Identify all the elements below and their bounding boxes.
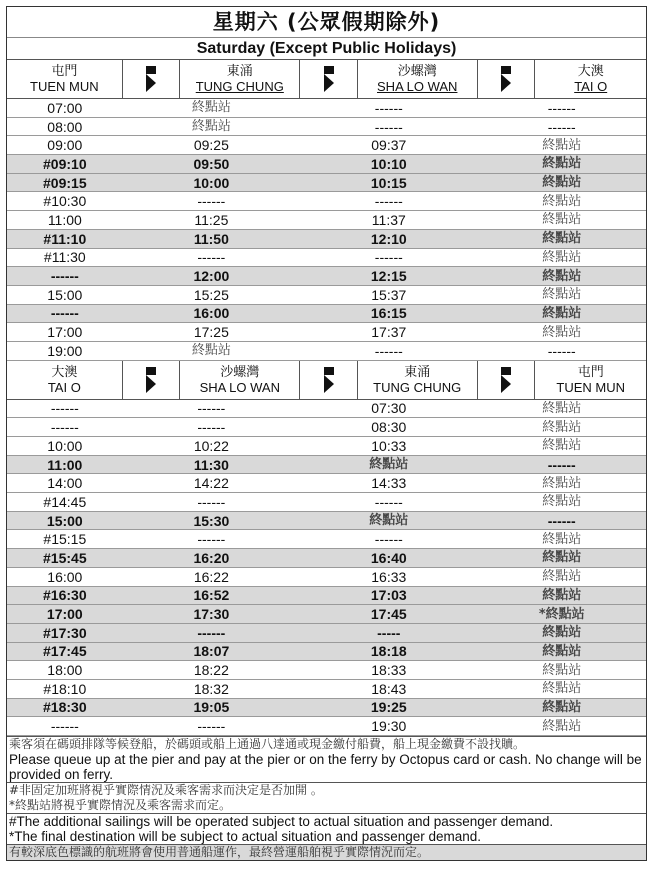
note-additional-en: #The additional sailings will be operated subject to actual situation and passenger demand.: [7, 813, 646, 829]
stop-name-zh: 大澳: [577, 64, 604, 79]
time-cell: 15:25: [193, 286, 229, 303]
table-row: [7, 643, 646, 662]
time-cell: 終點站: [542, 531, 582, 547]
time-cell: 終點站: [542, 643, 582, 659]
arrow-head: [324, 375, 334, 393]
table-row: [7, 342, 646, 361]
time-cell: #16:30: [43, 587, 87, 604]
time-cell: 19:00: [47, 342, 83, 359]
arrow-shaft: [324, 367, 334, 375]
stop-name-zh: 大澳: [51, 364, 78, 380]
time-cell: 09:50: [193, 155, 230, 172]
time-cell: 終點站: [542, 438, 582, 454]
table-row: [7, 323, 646, 342]
time-cell: 12:00: [193, 268, 230, 285]
title-english: Saturday (Except Public Holidays): [7, 38, 646, 60]
time-cell: 終點站: [542, 287, 582, 303]
stop-header: [180, 60, 300, 98]
table-row: [7, 400, 646, 419]
time-cell: 08:30: [371, 419, 407, 436]
stop-name-en: SHA LO WAN: [377, 79, 458, 94]
time-cell: #18:30: [43, 699, 87, 716]
stop-header: [180, 361, 300, 399]
time-cell: ------: [197, 624, 226, 641]
notes: [7, 736, 646, 860]
time-cell: 18:32: [193, 680, 229, 697]
timetable: [6, 6, 647, 861]
arrow-right-icon: [478, 361, 536, 399]
time-cell: 17:00: [46, 606, 83, 623]
time-cell: 終點站: [542, 681, 582, 697]
time-cell: 終點站: [542, 231, 582, 247]
arrow-head: [324, 74, 334, 92]
time-cell: ------: [197, 400, 226, 417]
time-cell: 17:45: [370, 606, 407, 623]
time-cell: 終點站: [542, 419, 582, 435]
time-cell: 18:22: [193, 662, 229, 679]
stop-header: [358, 361, 478, 399]
time-cell: 16:40: [370, 549, 407, 566]
time-cell: 終點站: [542, 587, 582, 603]
table-row: [7, 717, 646, 736]
time-cell: 15:00: [47, 286, 83, 303]
arrow-head: [501, 375, 511, 393]
arrow-head: [146, 375, 156, 393]
time-cell: 終點站: [542, 494, 582, 510]
time-cell: 10:10: [370, 155, 407, 172]
time-cell: #09:10: [43, 155, 87, 172]
time-cell: 16:33: [371, 568, 407, 585]
time-cell: 11:50: [193, 230, 229, 247]
arrow-shaft: [146, 66, 156, 74]
time-cell: ------: [197, 249, 226, 266]
table-row: [7, 192, 646, 211]
time-cell: 09:37: [371, 137, 407, 154]
time-cell: 終點站: [542, 475, 582, 491]
time-cell: 14:33: [371, 475, 407, 492]
time-cell: 終點站: [542, 324, 582, 340]
time-cell: 終點站: [542, 718, 582, 734]
time-cell: 17:30: [193, 606, 230, 623]
time-cell: 18:43: [371, 680, 407, 697]
arrow-right-icon: [123, 60, 181, 98]
time-cell: 16:20: [193, 549, 230, 566]
time-cell: 終點站: [191, 119, 231, 135]
time-cell: 11:25: [194, 211, 229, 228]
time-cell: ------: [374, 118, 403, 135]
table-row: [7, 211, 646, 230]
time-cell: ------: [197, 531, 226, 548]
route-header-outbound: [7, 60, 646, 99]
time-cell: 10:33: [371, 437, 407, 454]
table-row: [7, 474, 646, 493]
stop-header: [535, 361, 646, 399]
time-cell: 17:03: [370, 587, 407, 604]
note-queue-en: Please queue up at the pier and pay at the pier or on the ferry by Octopus card or cash. No change will be provided on ferry.: [9, 752, 642, 782]
time-cell: 16:00: [47, 568, 83, 585]
stop-name-en: TAI O: [574, 79, 608, 94]
route-header-inbound: [7, 361, 646, 400]
table-row: [7, 174, 646, 193]
time-cell: 11:30: [193, 456, 229, 473]
time-cell: 08:00: [47, 118, 83, 135]
time-cell: 18:18: [370, 643, 407, 660]
time-cell: ------: [50, 305, 79, 322]
time-cell: 17:37: [371, 324, 407, 341]
time-cell: 10:00: [193, 174, 230, 191]
time-cell: 16:22: [193, 568, 229, 585]
table-row: [7, 530, 646, 549]
timetable-outbound: [7, 99, 646, 361]
note-final-en: *The final destination will be subject to actual situation and passenger demand.: [9, 829, 482, 844]
time-cell: 終點站: [542, 156, 582, 172]
time-cell: 10:00: [47, 437, 83, 454]
time-cell: 19:30: [371, 718, 407, 735]
note-queue-zh: 乘客須在碼頭排隊等候登船，於碼頭或船上通過八達通或現金繳付船費，船上現金繳費不設找贖。: [9, 737, 526, 751]
table-row: [7, 99, 646, 118]
time-cell: 終點站: [542, 662, 582, 678]
table-row: [7, 118, 646, 137]
time-cell: #11:10: [43, 230, 87, 247]
arrow-right-icon: [300, 60, 358, 98]
stop-name-en: TUEN MUN: [30, 79, 99, 94]
time-cell: #15:15: [43, 531, 87, 548]
time-cell: 16:52: [193, 587, 230, 604]
arrow-shaft: [324, 66, 334, 74]
note-additional-zh: #非固定加班將視乎實際情況及乘客需求而決定是否加開 。: [7, 782, 646, 798]
time-cell: 終點站: [369, 457, 409, 473]
stop-name-zh: 屯門: [51, 64, 78, 79]
time-cell: 終點站: [542, 625, 582, 641]
arrow-shaft: [501, 367, 511, 375]
table-row: [7, 155, 646, 174]
time-cell: 14:22: [193, 475, 229, 492]
time-cell: ------: [374, 493, 403, 510]
time-cell: ------: [50, 268, 79, 285]
time-cell: 15:37: [371, 286, 407, 303]
stop-name-en: SHA LO WAN: [199, 379, 280, 395]
time-cell: ------: [374, 249, 403, 266]
table-row: [7, 587, 646, 606]
table-row: [7, 661, 646, 680]
title-chinese: 星期六 (公眾假期除外): [7, 7, 646, 38]
stop-name-zh: 沙螺灣: [220, 364, 260, 380]
time-cell: 17:00: [47, 324, 83, 341]
table-row: [7, 624, 646, 643]
time-cell: ------: [374, 193, 403, 210]
time-cell: 14:00: [47, 475, 83, 492]
table-row: [7, 568, 646, 587]
time-cell: 終點站: [542, 569, 582, 585]
stop-name-en: TUNG CHUNG: [373, 379, 462, 395]
time-cell: 12:10: [370, 230, 407, 247]
time-cell: ------: [547, 99, 576, 116]
time-cell: #10:30: [43, 193, 87, 210]
time-cell: 終點站: [191, 100, 231, 116]
time-cell: 15:00: [46, 512, 83, 529]
table-row: [7, 305, 646, 324]
time-cell: 18:07: [193, 643, 230, 660]
stop-header: [7, 361, 123, 399]
note-final-zh: *終點站將視乎實際情況及乘客需求而定。: [9, 798, 232, 812]
time-cell: 11:00: [47, 456, 83, 473]
stop-name-zh: 東涌: [226, 64, 253, 79]
table-row: [7, 680, 646, 699]
time-cell: 18:00: [47, 662, 83, 679]
time-cell: ------: [374, 342, 403, 359]
time-cell: 終點站: [542, 137, 582, 153]
stop-name-zh: 沙螺灣: [397, 64, 437, 79]
table-row: [7, 605, 646, 624]
time-cell: ------: [547, 456, 576, 473]
stop-name-zh: 東涌: [404, 364, 431, 380]
time-cell: 終點站: [542, 175, 582, 191]
time-cell: ------: [50, 718, 79, 735]
table-row: [7, 549, 646, 568]
time-cell: 09:25: [193, 137, 229, 154]
arrow-head: [146, 74, 156, 92]
time-cell: #18:10: [43, 680, 87, 697]
time-cell: 終點站: [369, 513, 409, 529]
stop-name-en: TUEN MUN: [556, 379, 625, 395]
table-row: [7, 437, 646, 456]
time-cell: 終點站: [542, 249, 582, 265]
table-row: [7, 456, 646, 475]
time-cell: 終點站: [542, 305, 582, 321]
time-cell: ------: [374, 99, 403, 116]
table-row: [7, 286, 646, 305]
timetable-inbound: [7, 400, 646, 736]
time-cell: *終點站: [538, 606, 585, 622]
table-row: [7, 230, 646, 249]
time-cell: 10:15: [370, 174, 407, 191]
arrow-shaft: [501, 66, 511, 74]
time-cell: ------: [374, 531, 403, 548]
time-cell: 19:05: [193, 699, 230, 716]
time-cell: #09:15: [43, 174, 87, 191]
arrow-shaft: [146, 367, 156, 375]
time-cell: 終點站: [542, 268, 582, 284]
time-cell: 16:00: [193, 305, 230, 322]
time-cell: 17:25: [193, 324, 229, 341]
arrow-right-icon: [300, 361, 358, 399]
time-cell: 15:30: [193, 512, 230, 529]
arrow-right-icon: [478, 60, 536, 98]
time-cell: 09:00: [47, 137, 83, 154]
table-row: [7, 249, 646, 268]
time-cell: 19:25: [370, 699, 407, 716]
table-row: [7, 136, 646, 155]
time-cell: 11:00: [47, 211, 82, 228]
table-row: [7, 699, 646, 718]
arrow-head: [501, 74, 511, 92]
time-cell: #14:45: [43, 493, 87, 510]
time-cell: ------: [197, 193, 226, 210]
stop-header: [535, 60, 646, 98]
time-cell: ------: [50, 400, 79, 417]
stop-name-zh: 屯門: [577, 364, 604, 380]
time-cell: 16:15: [370, 305, 407, 322]
stop-name-en: TUNG CHUNG: [195, 79, 284, 94]
time-cell: #15:45: [43, 549, 87, 566]
table-row: [7, 512, 646, 531]
time-cell: 終點站: [542, 212, 582, 228]
time-cell: 10:22: [193, 437, 229, 454]
stop-header: [358, 60, 478, 98]
time-cell: 終點站: [191, 343, 231, 359]
time-cell: ------: [547, 118, 576, 135]
note-shaded-zh: 有較深底色標識的航班將會使用普通船運作，最終營運船舶視乎實際情況而定。: [7, 844, 646, 860]
time-cell: 終點站: [542, 550, 582, 566]
time-cell: 終點站: [542, 193, 582, 209]
time-cell: -----: [377, 624, 401, 641]
time-cell: 07:00: [47, 99, 83, 116]
time-cell: 11:37: [371, 211, 406, 228]
stop-header: [7, 60, 123, 98]
time-cell: ------: [50, 419, 79, 436]
time-cell: ------: [547, 342, 576, 359]
time-cell: ------: [197, 493, 226, 510]
time-cell: 12:15: [370, 268, 407, 285]
time-cell: ------: [197, 419, 226, 436]
table-row: [7, 493, 646, 512]
table-row: [7, 418, 646, 437]
time-cell: 07:30: [371, 400, 407, 417]
stop-name-en: TAI O: [47, 379, 81, 395]
time-cell: 終點站: [542, 400, 582, 416]
time-cell: #17:45: [43, 643, 87, 660]
time-cell: #17:30: [43, 624, 87, 641]
time-cell: #11:30: [43, 249, 86, 266]
arrow-right-icon: [123, 361, 181, 399]
time-cell: ------: [547, 512, 576, 529]
time-cell: 終點站: [542, 699, 582, 715]
time-cell: ------: [197, 718, 226, 735]
time-cell: 18:33: [371, 662, 407, 679]
table-row: [7, 267, 646, 286]
